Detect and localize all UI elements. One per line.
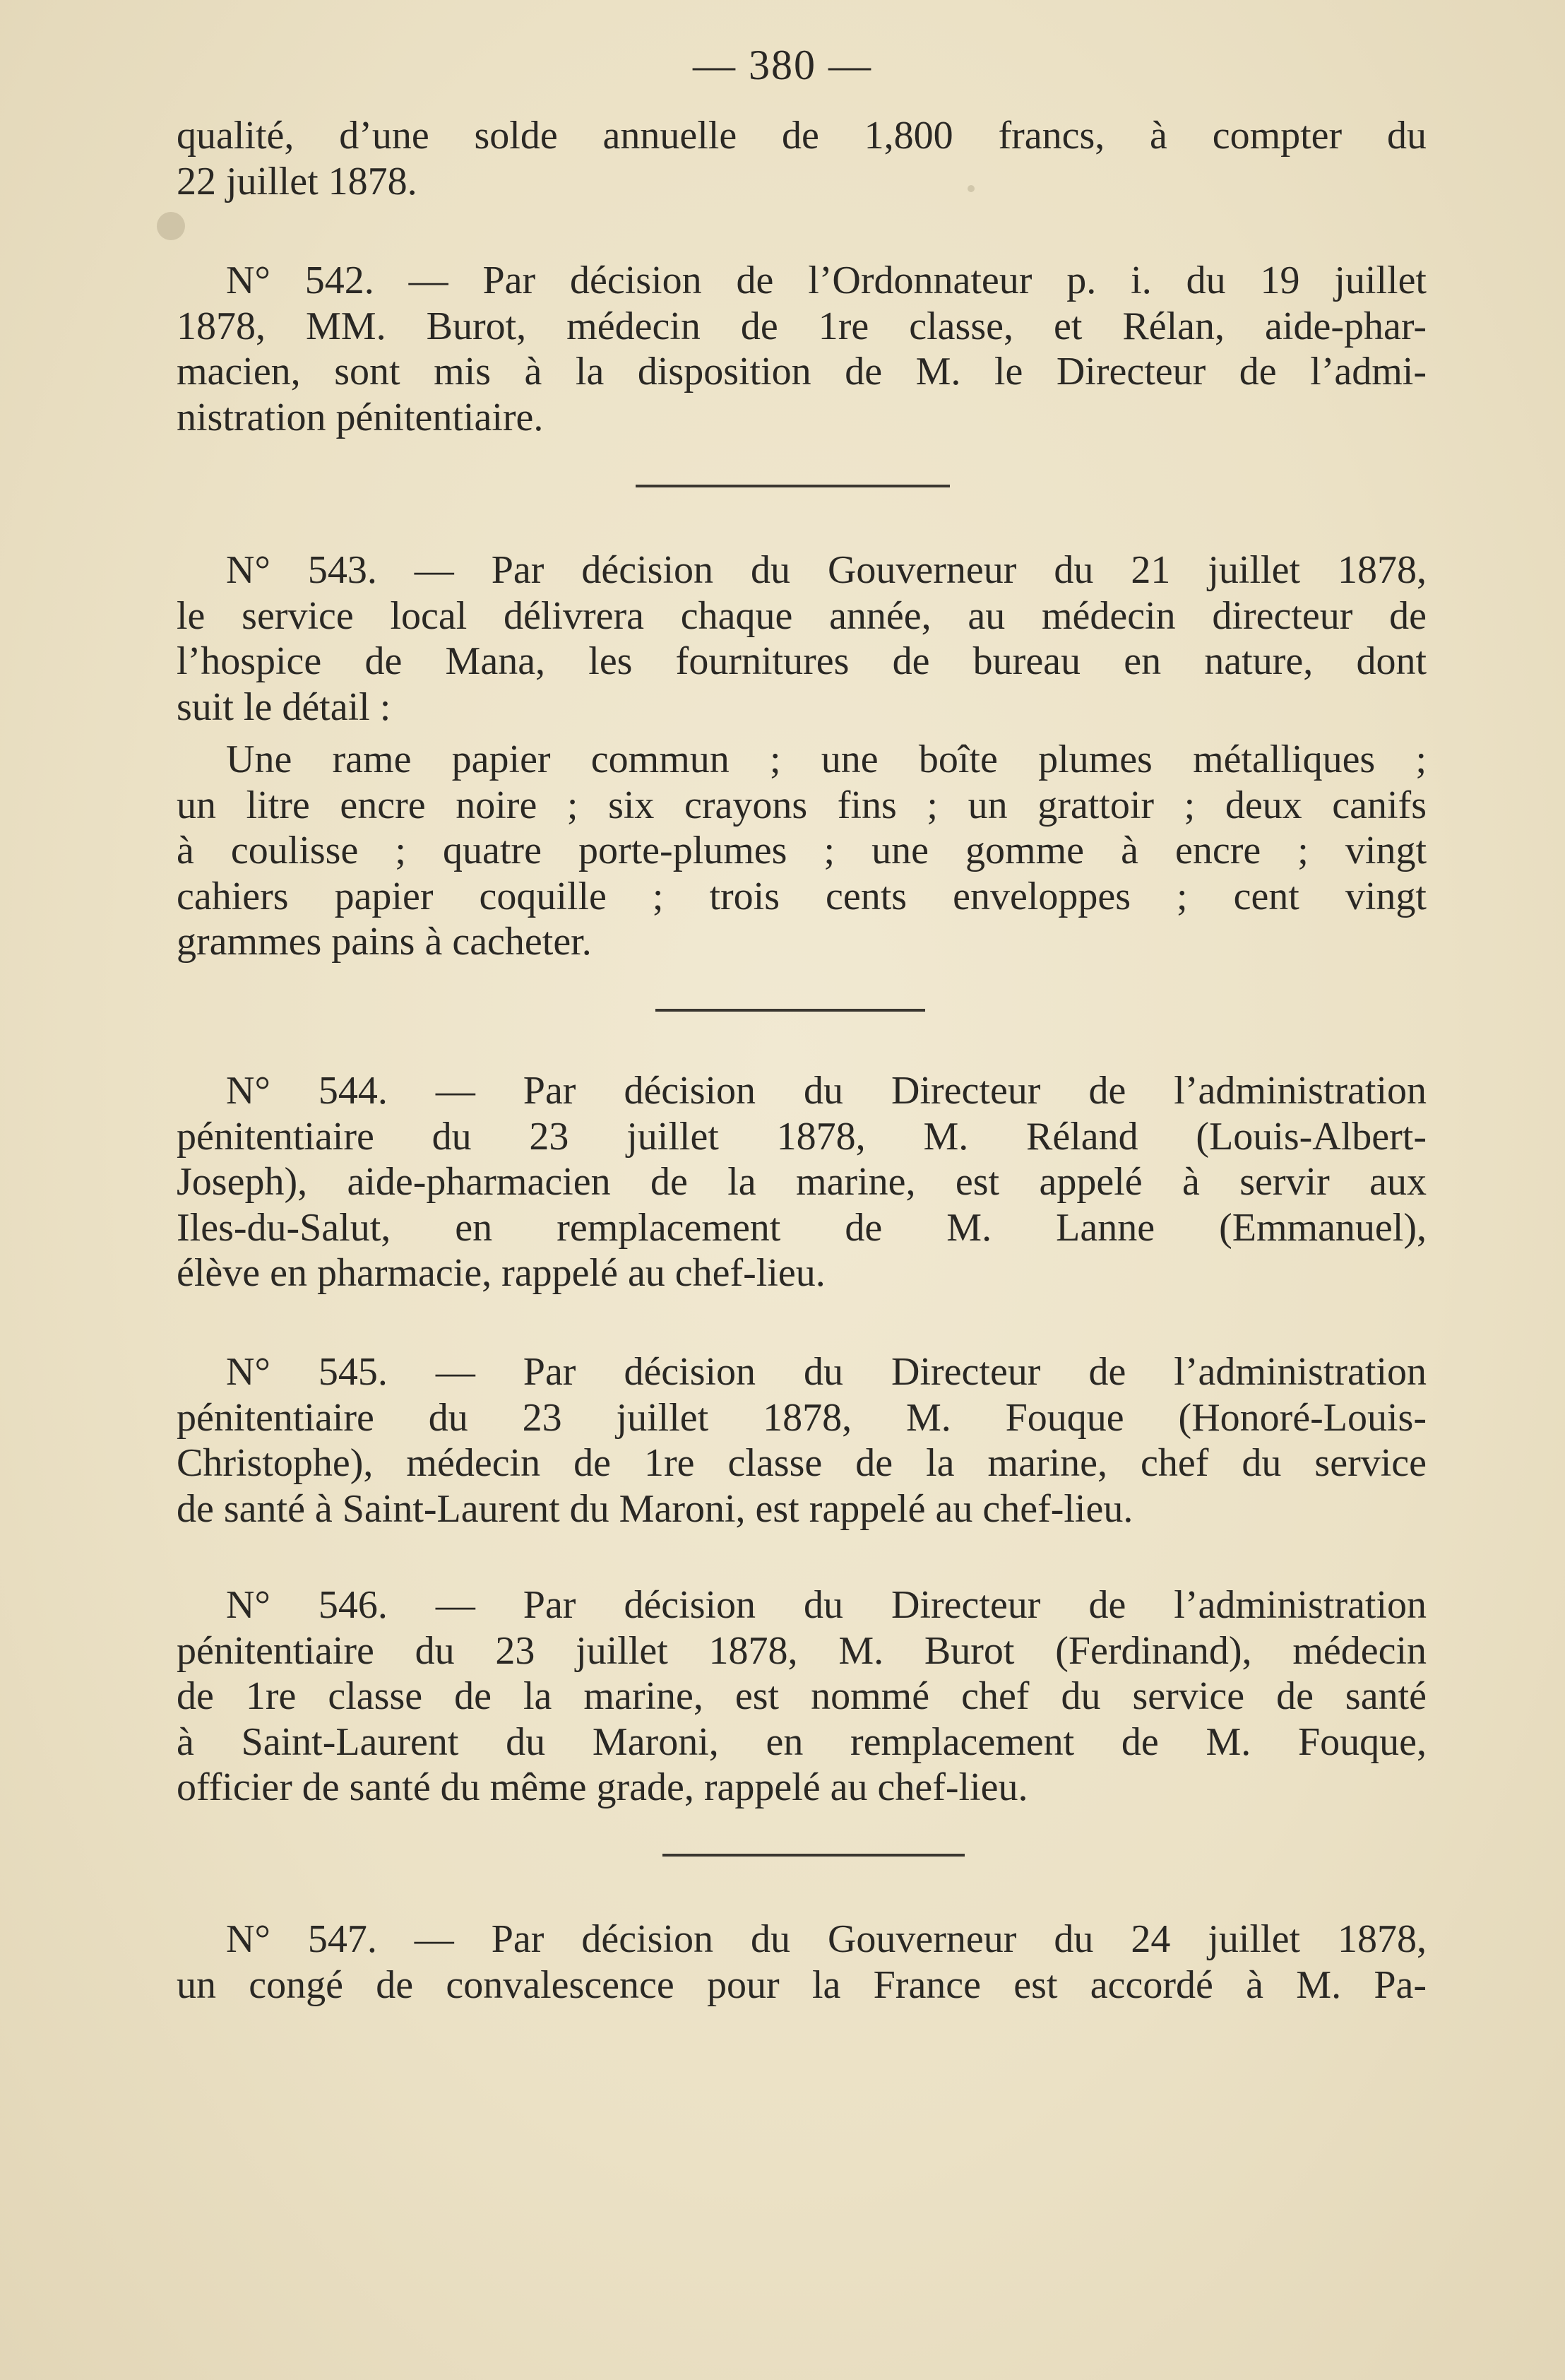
paper-stain [157, 212, 185, 240]
text-line: un litre encre noire ; six crayons fins ; un grattoir ; deux canifs [177, 783, 1427, 827]
text-line: élève en pharmacie, rappelé au chef-lieu. [177, 1251, 826, 1295]
text-line: à Saint-Laurent du Maroni, en remplacement de M. Fouque, [177, 1719, 1427, 1764]
paragraph-547 [177, 1917, 1427, 2008]
text-line: pénitentiaire du 23 juillet 1878, M. Réland (Louis-Albert- [177, 1114, 1427, 1159]
page-number: — 380 — [693, 42, 872, 88]
text-line: de santé à Saint-Laurent du Maroni, est rappelé au chef-lieu. [177, 1486, 1133, 1531]
text-line: Christophe), médecin de 1re classe de la marine, chef du service [177, 1441, 1427, 1485]
section-divider [662, 1854, 965, 1857]
text-line: N° 547. — Par décision du Gouverneur du 24 juillet 1878, [226, 1917, 1427, 1961]
text-line: N° 544. — Par décision du Directeur de l’administration [226, 1069, 1427, 1113]
text-line: officier de santé du même grade, rappelé au chef-lieu. [177, 1765, 1028, 1809]
text-line: 22 juillet 1878. [177, 159, 417, 203]
text-line: l’hospice de Mana, les fournitures de bureau en nature, dont [177, 639, 1427, 683]
text-line: Une rame papier commun ; une boîte plumes métalliques ; [226, 738, 1427, 781]
text-line: cahiers papier coquille ; trois cents enveloppes ; cent vingt [177, 874, 1427, 918]
text-line: de 1re classe de la marine, est nommé chef du service de santé [177, 1674, 1427, 1718]
paragraph-continuation [177, 113, 1427, 204]
paragraph-543-supplies [177, 737, 1427, 965]
text-line: pénitentiaire du 23 juillet 1878, M. Fouque (Honoré-Louis- [177, 1395, 1427, 1440]
paragraph-542 [177, 258, 1427, 440]
paragraph-543 [177, 547, 1427, 730]
text-line: suit le détail : [177, 685, 391, 729]
text-line: Iles-du-Salut, en remplacement de M. Lanne (Emmanuel), [177, 1205, 1427, 1250]
text-line: N° 542. — Par décision de l’Ordonnateur p. i. du 19 juillet [226, 259, 1427, 302]
text-line: 1878, MM. Burot, médecin de 1re classe, et Rélan, aide-phar- [177, 304, 1427, 348]
text-line: pénitentiaire du 23 juillet 1878, M. Burot (Ferdinand), médecin [177, 1628, 1427, 1673]
paragraph-545 [177, 1349, 1427, 1532]
text-line: le service local délivrera chaque année, au médecin directeur de [177, 593, 1427, 638]
paper-stain [968, 185, 975, 192]
text-line: macien, sont mis à la disposition de M. le Directeur de l’admi- [177, 350, 1427, 393]
paragraph-546 [177, 1582, 1427, 1811]
text-line: grammes pains à cacheter. [177, 920, 592, 964]
paragraph-544 [177, 1068, 1427, 1296]
text-line: qualité, d’une solde annuelle de 1,800 francs, à compter du [177, 114, 1427, 158]
text-line: N° 546. — Par décision du Directeur de l’administration [226, 1583, 1427, 1627]
text-line: un congé de convalescence pour la France est accordé à M. Pa- [177, 1962, 1427, 2007]
text-line: à coulisse ; quatre porte-plumes ; une gomme à encre ; vingt [177, 829, 1427, 872]
text-line: Joseph), aide-pharmacien de la marine, est appelé à servir aux [177, 1160, 1427, 1204]
text-line: nistration pénitentiaire. [177, 395, 544, 439]
text-line: N° 543. — Par décision du Gouverneur du 21 juillet 1878, [226, 548, 1427, 592]
section-divider [655, 1009, 925, 1012]
text-line: N° 545. — Par décision du Directeur de l’administration [226, 1350, 1427, 1394]
section-divider [636, 485, 950, 487]
